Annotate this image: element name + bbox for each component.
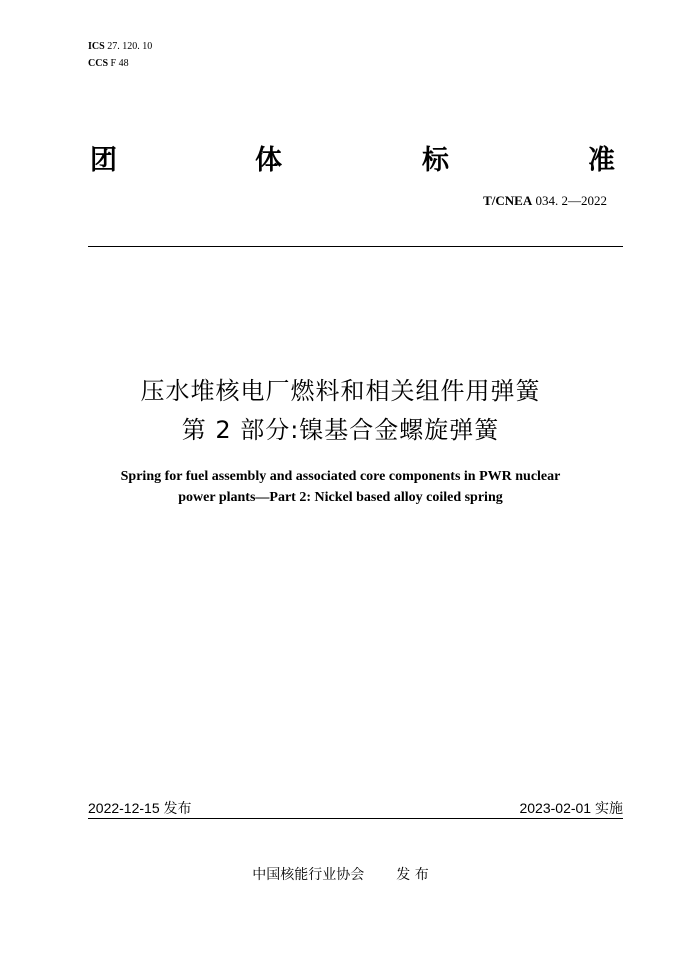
ccs-value: F 48 (110, 58, 129, 69)
ics-label: ICS (88, 41, 105, 52)
publish-date: 2022-12-15 发布 (88, 800, 192, 816)
standard-number-value: 034. 2—2022 (535, 193, 607, 208)
standard-type-char-3: 标 (422, 145, 449, 176)
ics-value: 27. 120. 10 (107, 41, 153, 52)
ccs-label: CCS (88, 58, 109, 69)
header-divider (88, 246, 623, 247)
standard-number (483, 193, 607, 209)
title-zh-line-2: 第 2 部分:镍基合金螺旋弹簧 (181, 416, 500, 444)
ics-code (88, 41, 152, 52)
title-zh-line-1: 压水堆核电厂燃料和相关组件用弹簧 (140, 377, 541, 405)
footer-divider (88, 818, 623, 819)
standard-type-char-2: 体 (255, 145, 282, 176)
title-en-line-2: power plants—Part 2: Nickel based alloy coiled spring (178, 490, 503, 505)
issuer (0, 864, 681, 884)
standard-number-prefix: T/CNEA (483, 193, 533, 208)
issuer-action: 发 布 (396, 867, 429, 883)
standard-type-char-1: 团 (90, 145, 117, 176)
standard-type-char-4: 准 (588, 145, 615, 176)
ccs-code (88, 58, 129, 69)
implement-date: 2023-02-01 实施 (519, 800, 623, 816)
title-en-line-1: Spring for fuel assembly and associated core components in PWR nuclear (120, 469, 561, 484)
issuer-name: 中国核能行业协会 (252, 867, 365, 883)
